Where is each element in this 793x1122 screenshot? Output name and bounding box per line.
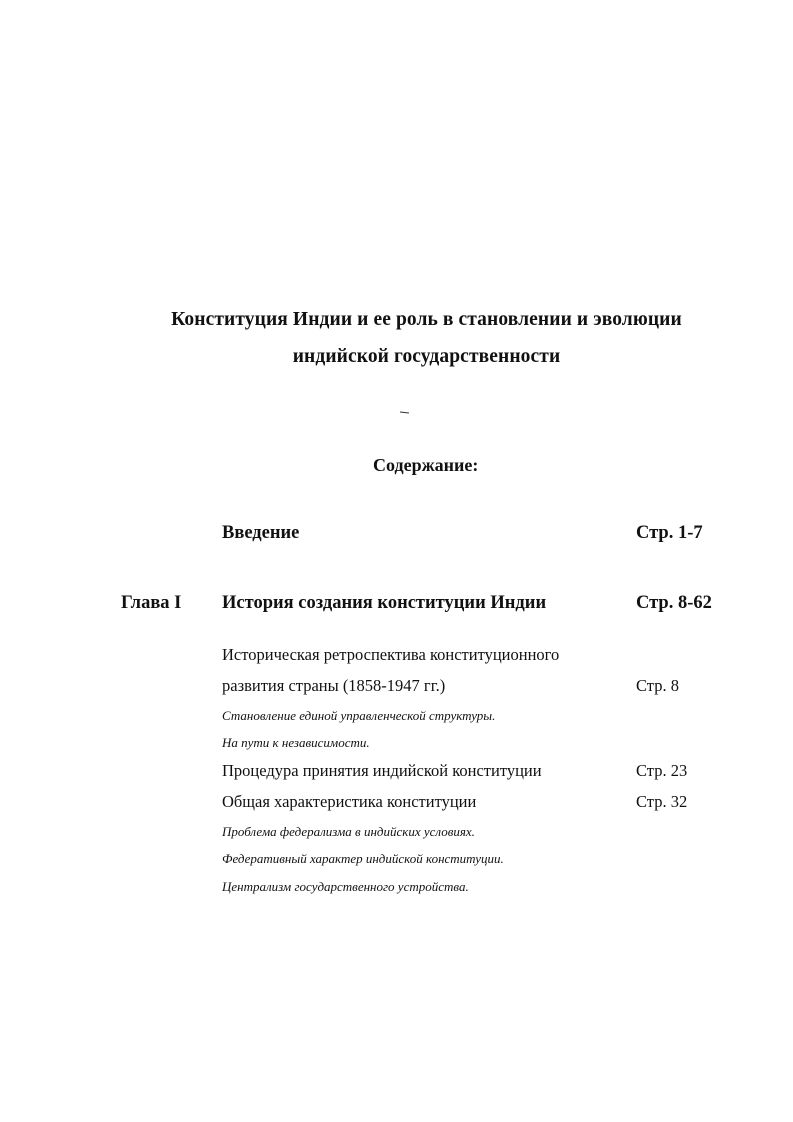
toc-section3-label: Общая характеристика конституции [222,792,477,811]
toc-subsection: На пути к независимости. [222,735,370,750]
toc-subsection: Централизм государственного устройства. [222,879,469,894]
contents-heading: Содержание: [373,455,479,475]
toc-chapter1-label: История создания конституции Индии [222,593,547,613]
stray-mark [400,412,409,414]
toc-section2-page: Стр. 23 [636,761,688,780]
toc-section1-label-line1: Историческая ретроспектива конституционного [222,645,560,664]
toc-section2-label: Процедура принятия индийской конституции [222,761,542,780]
toc-chapter1-pages: Стр. 8-62 [636,593,712,613]
toc-introduction-label: Введение [222,523,300,543]
toc-chapter1-number: Глава I [121,593,182,613]
toc-subsection: Федеративный характер индийской конституции. [222,851,504,866]
toc-subsection: Проблема федерализма в индийских условиях. [222,824,475,839]
toc-section3-page: Стр. 32 [636,792,688,811]
document-title-line-2: индийской государственности [292,346,561,367]
document-title-line-1: Конституция Индии и ее роль в становлении и эволюции [171,309,682,330]
toc-introduction-pages: Стр. 1-7 [636,523,703,543]
toc-section1-page: Стр. 8 [636,676,679,695]
toc-subsection: Становление единой управленческой структуры. [222,708,496,723]
toc-section1-label-line2: развития страны (1858-1947 гг.) [222,676,446,695]
